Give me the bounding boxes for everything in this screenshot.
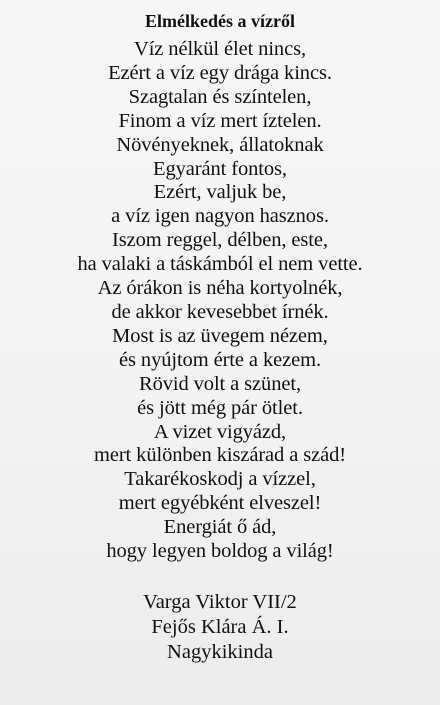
poem-line: Növényeknek, állatoknak xyxy=(116,133,324,156)
teacher-name: Fejős Klára Á. I. xyxy=(151,616,289,638)
poem-line: Rövid volt a szünet, xyxy=(139,372,301,395)
poem-line: Finom a víz mert íztelen. xyxy=(118,109,322,132)
location-name: Nagykikinda xyxy=(167,641,273,663)
poem-line: és nyújtom érte a kezem. xyxy=(119,348,321,371)
poem-line: Takarékoskodj a vízzel, xyxy=(124,468,316,491)
author-name: Varga Viktor VII/2 xyxy=(143,591,297,613)
poem-line: Egyaránt fontos, xyxy=(153,157,287,180)
poem-line: Víz nélkül élet nincs, xyxy=(133,38,306,60)
poem-body xyxy=(0,38,440,564)
poem-line: a víz igen nagyon hasznos. xyxy=(111,205,329,228)
poem-title: Elmélkedés a vízről xyxy=(145,11,295,31)
poem-line: hogy legyen boldog a világ! xyxy=(106,540,334,563)
poem-line: Ezért, valjuk be, xyxy=(153,181,287,204)
poem-line: mert egyébként elveszel! xyxy=(118,492,322,515)
poem-line: és jött még pár ötlet. xyxy=(137,396,303,419)
poem-line: Az órákon is néha kortyolnék, xyxy=(97,277,343,300)
poem-line: Iszom reggel, délben, este, xyxy=(112,229,328,252)
poem-line: mert különben kiszárad a szád! xyxy=(93,444,346,467)
poem-line: Energiát ő ád, xyxy=(163,516,277,539)
poem-line: Ezért a víz egy drága kincs. xyxy=(108,61,332,84)
poem-line: de akkor kevesebbet írnék. xyxy=(111,300,329,323)
poem-line: Szagtalan és színtelen, xyxy=(128,85,312,108)
signature-block xyxy=(0,590,440,665)
poem-line: A vizet vigyázd, xyxy=(153,420,287,443)
poem-line: Most is az üvegem nézem, xyxy=(112,324,328,347)
poem-line: ha valaki a táskámból el nem vette. xyxy=(77,253,363,276)
